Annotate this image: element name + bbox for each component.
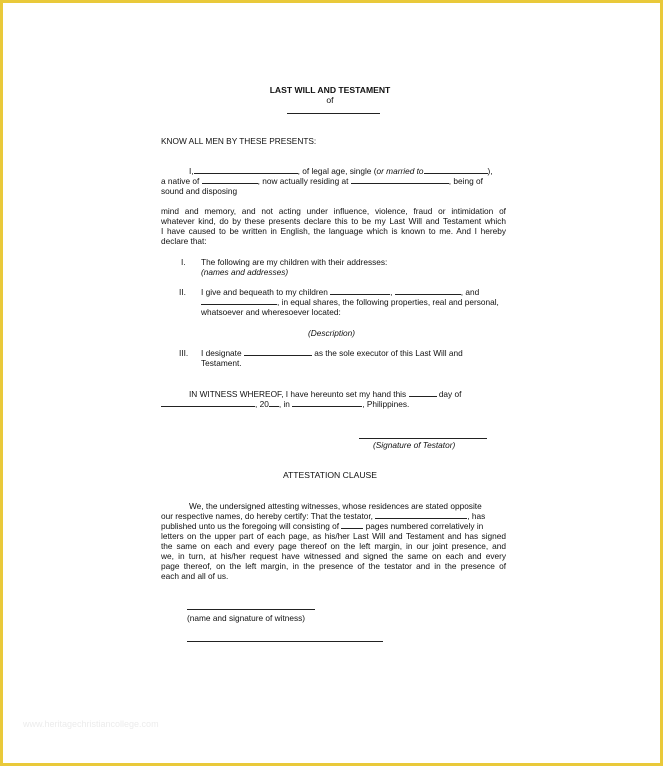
para2-line3: I have caused to be written in English, the language which is known to me. And I hereby	[161, 226, 506, 236]
witness-line2: , 20 , in , Philippines.	[161, 399, 409, 409]
attestation-title: ATTESTATION CLAUSE	[282, 470, 378, 480]
attestation-line1: We, the undersigned attesting witnesses, whose residences are stated opposite	[189, 501, 482, 511]
witness-address-line	[187, 641, 383, 642]
testator-name-line	[287, 113, 380, 114]
item2-number: II.	[179, 287, 186, 297]
item2-description: (Description)	[308, 328, 356, 338]
attestation-line8: each and all of us.	[161, 571, 229, 581]
item2-line2: , in equal shares, the following properties, real and personal,	[201, 297, 499, 307]
attestation-line2: our respective names, do hereby certify: That the testator, , has	[161, 511, 486, 521]
para2-line4: declare that:	[161, 236, 207, 246]
witness-line1: IN WITNESS WHEREOF, I have hereunto set my hand this day of	[189, 389, 462, 399]
item1-number: I.	[181, 257, 186, 267]
item2-line3: whatsoever and wheresoever located:	[201, 307, 341, 317]
testator-signature-line	[359, 438, 487, 439]
para2-line2: whatever kind, do by these presents declare this to be my Last Will and Testament which	[161, 216, 506, 226]
para1-line2: a native of , now actually residing at , being of	[161, 176, 483, 186]
attestation-line6: we, in turn, at his/her request have witnessed and signed the same on each and every	[161, 551, 506, 561]
para1-line1: I, , of legal age, single (or married to ),	[189, 166, 493, 176]
intro-line: KNOW ALL MEN BY THESE PRESENTS:	[161, 136, 317, 146]
document-page	[3, 3, 660, 763]
item3-line2: Testament.	[201, 358, 242, 368]
witness-signature-caption: (name and signature of witness)	[187, 613, 306, 623]
para2-line1: mind and memory, and not acting under influence, violence, fraud or intimidation of	[161, 206, 506, 216]
attestation-line7: page thereof, on the left margin, in the presence of the testator and in the presence of	[161, 561, 506, 571]
document-title: LAST WILL AND TESTAMENT	[269, 85, 391, 95]
attestation-line4: letters on the upper part of each page, as his/her Last Will and Testament and has signed	[161, 531, 506, 541]
watermark: www.heritagechristiancollege.com	[23, 719, 159, 729]
item1-line1: The following are my children with their addresses:	[201, 257, 388, 267]
document-title-of: of	[326, 95, 334, 105]
item2-line1: I give and bequeath to my children , , and	[201, 287, 480, 297]
attestation-line3: published unto us the foregoing will consisting of pages numbered correlatively in	[161, 521, 484, 531]
para1-line3: sound and disposing	[161, 186, 238, 196]
item3-number: III.	[179, 348, 189, 358]
item1-line2: (names and addresses)	[201, 267, 289, 277]
witness-signature-line	[187, 609, 315, 610]
item3-line1: I designate as the sole executor of this Last Will and	[201, 348, 463, 358]
testator-signature-caption: (Signature of Testator)	[373, 440, 456, 450]
attestation-line5: the same on each and every page thereof on the left margin, in our joint presence, and	[161, 541, 506, 551]
